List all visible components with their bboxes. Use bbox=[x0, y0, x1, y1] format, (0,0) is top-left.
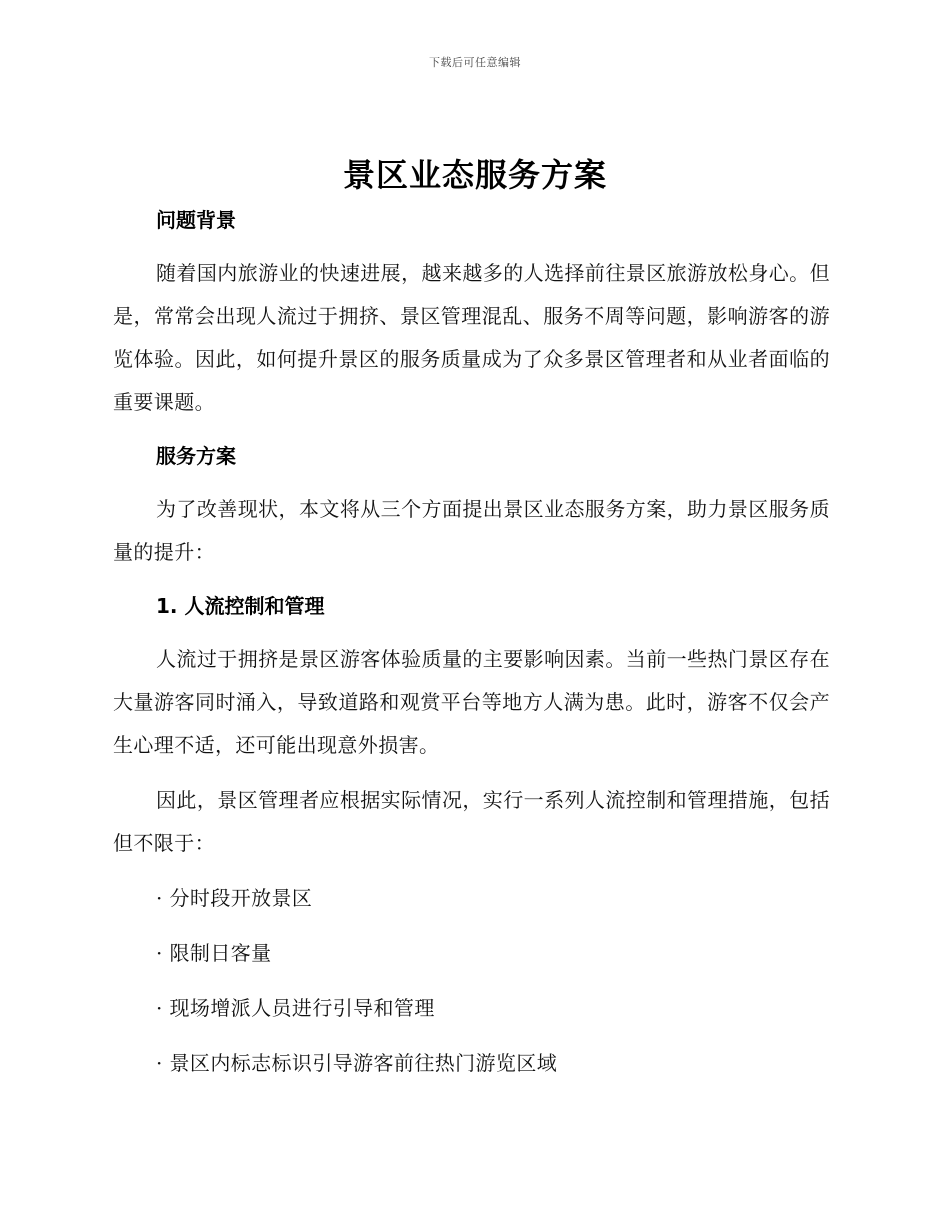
list-item: · 景区内标志标识引导游客前往热门游览区域 bbox=[156, 1051, 558, 1075]
section-heading-plan: 服务方案 bbox=[156, 444, 236, 468]
document-body bbox=[113, 200, 830, 1085]
page-header: 下载后可任意编辑 bbox=[429, 56, 521, 69]
background-paragraph: 随着国内旅游业的快速进展，越来越多的人选择前往景区旅游放松身心。但是，常常会出现人流过于拥挤、景区管理混乱、服务不周等问题，影响游客的游览体验。因此，如何提升景区的服务质量成为了众多景区管理者和从业者面临的重要课题。 bbox=[113, 261, 830, 414]
crowd-paragraph-2: 因此，景区管理者应根据实际情况，实行一系列人流控制和管理措施，包括但不限于： bbox=[113, 788, 830, 855]
list-item: · 现场增派人员进行引导和管理 bbox=[156, 996, 435, 1020]
section-heading-background: 问题背景 bbox=[156, 208, 236, 232]
document-title: 景区业态服务方案 bbox=[342, 156, 607, 194]
plan-paragraph: 为了改善现状，本文将从三个方面提出景区业态服务方案，助力景区服务质量的提升： bbox=[113, 497, 830, 564]
list-item: · 限制日客量 bbox=[156, 941, 272, 965]
section-heading-crowd-control: 1. 人流控制和管理 bbox=[156, 594, 325, 618]
list-item: · 分时段开放景区 bbox=[156, 886, 313, 910]
crowd-paragraph-1: 人流过于拥挤是景区游客体验质量的主要影响因素。当前一些热门景区存在大量游客同时涌入，导致道路和观赏平台等地方人满为患。此时，游客不仅会产生心理不适，还可能出现意外损害。 bbox=[113, 647, 830, 757]
